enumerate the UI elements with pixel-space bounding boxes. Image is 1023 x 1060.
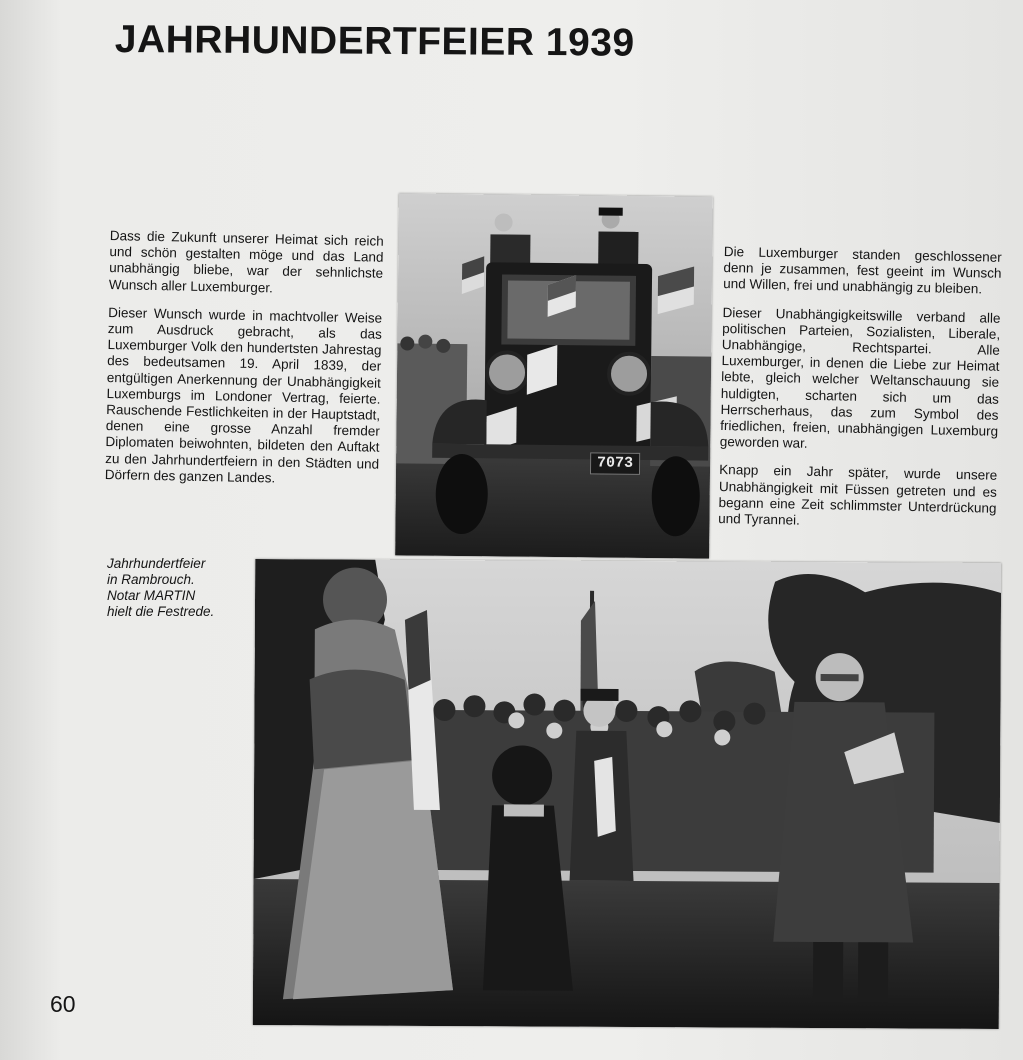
photo-decorated-truck xyxy=(395,193,713,558)
photo-ceremony-speech xyxy=(253,559,1001,1029)
right-paragraph-3: Knapp ein Jahr später, wurde unsere Unabhängigkeit mit Füssen getreten und es begann eine Zeit schlimmster Unterdrückung und Tyrannei. xyxy=(718,462,998,528)
left-paragraph-1: Dass die Zukunft unserer Heimat sich reich und schön gestalten möge und das Land unabhängig bliebe, war der sehnlichste Wunsch aller Luxemburger. xyxy=(108,228,384,296)
page-title: JAHRHUNDERTFEIER 1939 xyxy=(114,18,635,65)
right-paragraph-2: Dieser Unabhängigkeitswille verband alle politischen Parteien, Sozialisten, Liberale, Unabhängige, Rechtspartei. Alle Luxemburger, in denen die Liebe zur Heimat lebte, gleich welcher Weltanschauung sie huldigten, scharten sich um das Herrscherhaus, das zum Symbol des friedlichen, freien, unabhängigen Luxemburg geworden war. xyxy=(719,304,1001,452)
left-paragraph-2: Dieser Wunsch wurde in machtvoller Weise zum Ausdruck gebracht, als das Luxemburger Volk den hundertsten Jahrestag des bedeutsamen 19. April 1839, der entgültigen Anerkennung der Unabhängigkeit Luxemburgs im Londoner Vertrag, feierte. Rauschende Festlichkeiten in der Hauptstadt, denen eine grosse Anzahl fremder Diplomaten beiwohnten, bildeten den Auftakt zu den Jahrhundertfeiern in den Städten und Dörfern des ganzen Landes. xyxy=(104,304,383,486)
ceremony-photo-illustration xyxy=(253,559,1001,1029)
photo-caption: Jahrhundertfeier in Rambrouch. Notar MARTIN hielt die Festrede. xyxy=(107,556,215,619)
truck-photo-illustration xyxy=(395,193,713,558)
right-text-column xyxy=(718,244,1002,545)
left-text-column xyxy=(104,228,384,501)
right-paragraph-1: Die Luxemburger standen geschlossener denn je zusammen, fest geeint im Wunsch und Willen, frei und unabhängig zu bleiben. xyxy=(723,244,1002,297)
page-number: 60 xyxy=(50,991,76,1017)
license-plate: 7073 xyxy=(590,452,640,475)
